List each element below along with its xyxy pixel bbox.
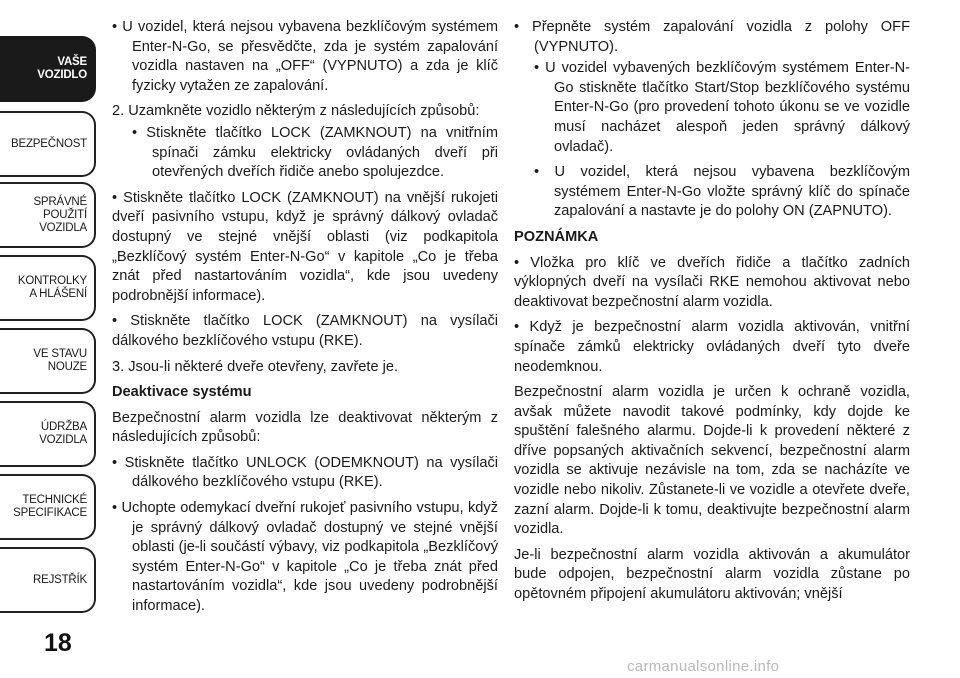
watermark: carmanualsonline.info — [627, 658, 780, 675]
paragraph: • Stiskněte tlačítko LOCK (ZAMKNOUT) na vnější rukojeti dveří pasivního vstupu, když je správný dálkový ovladač dostupný ve stejné vnější oblasti (viz podkapitola „Bezklíčový systém Enter-N-Go“ v kapitole „Co je třeba znát před nastartováním vozidla“, kde jsou uvedeny podrobnější informace). — [112, 189, 498, 304]
paragraph: Bezpečnostní alarm vozidla je určen k ochraně vozidla, avšak můžete navodit takové podmínky, kdy dojde ke spuštění falešného alarmu. Dojde-li k provedení některé z dříve popsaných aktivačních sekvencí, bezpečnostní alarm vozidla se aktivuje nezávisle na tom, zda se nacházíte ve vozidle nebo nikoliv. Zůstanete-li ve vozidle a otevřete dveře, zazní alarm. Dojde-li k tomu, deaktivujte bezpečnostní alarm vozidla. — [514, 384, 910, 538]
step-3: 3. Jsou-li některé dveře otevřeny, zavřete je. — [112, 358, 399, 375]
tab-spravne-pouziti-vozidla[interactable]: SPRÁVNÉ POUŽITÍ VOZIDLA — [0, 182, 96, 248]
right-column — [514, 18, 910, 611]
sub-bullet: • U vozidel, která nejsou vybavena bezklíčovým systémem Enter-N-Go vložte správný klíč do spínače zapalování a nastavte je do polohy ON (ZAPNUTO). — [534, 164, 910, 220]
paragraph: • Když je bezpečnostní alarm vozidla aktivován, vnitřní spínače zámků elektricky ovládaných dveří tyto dveře neodemknou. — [514, 319, 910, 375]
note-heading: POZNÁMKA — [514, 228, 599, 245]
tab-udrzba-vozidla[interactable]: ÚDRŽBA VOZIDLA — [0, 401, 96, 467]
tab-technicke-specifikace[interactable]: TECHNICKÉ SPECIFIKACE — [0, 474, 96, 540]
tab-bezpecnost[interactable]: BEZPEČNOST — [0, 111, 96, 177]
bullet: • Uchopte odemykací dveřní rukojeť pasivního vstupu, když je správný dálkový ovladač dostupný ve stejné vnější oblasti (je-li součástí výbavy, viz podkapitola „Bezklíčový systém Enter-N-Go“ v kapitole „Co je třeba znát před nastartováním vozidla“, kde jsou uvedeny podrobnější informace). — [112, 500, 498, 615]
page-number: 18 — [44, 629, 72, 657]
tab-rejstrik[interactable]: REJSTŘÍK — [0, 547, 96, 613]
left-column — [112, 18, 498, 623]
tab-kontrolky-a-hlaseni[interactable]: KONTROLKY A HLÁŠENÍ — [0, 255, 96, 321]
paragraph: Je-li bezpečnostní alarm vozidla aktivován a akumulátor bude odpojen, bezpečnostní alarm vozidla zůstane po opětovném připojení akumulátoru aktivován; vnější — [514, 546, 910, 603]
section-heading: Deaktivace systému — [112, 384, 252, 401]
tab-vase-vozidlo[interactable]: VAŠE VOZIDLO — [0, 36, 96, 102]
paragraph: • Stiskněte tlačítko LOCK (ZAMKNOUT) na vysílači dálkového bezklíčového vstupu (RKE). — [112, 313, 498, 349]
tab-ve-stavu-nouze[interactable]: VE STAVU NOUZE — [0, 328, 96, 394]
paragraph: • Vložka pro klíč ve dveřích řidiče a tlačítko zadních výklopných dveří na vysílači RKE nemohou aktivovat nebo deaktivovat bezpečnostní alarm vozidla. — [514, 254, 910, 310]
paragraph: Bezpečnostní alarm vozidla lze deaktivovat některým z následujících způsobů: — [112, 409, 498, 446]
chapter-sidebar — [0, 0, 104, 678]
bullet: • Přepněte systém zapalování vozidla z polohy OFF (VYPNUTO). — [514, 19, 910, 55]
sub-bullet: • U vozidel vybavených bezklíčovým systémem Enter-N-Go stiskněte tlačítko Start/Stop bezklíčového systému Enter-N-Go (pro provedení tohoto úkonu se ve vozidle musí nacházet alespoň jeden správný dálkový ovladač). — [534, 60, 910, 155]
paragraph: • U vozidel, která nejsou vybavena bezklíčovým systémem Enter-N-Go, se přesvědčte, zda je systém zapalování vozidla nastaven na „OFF“ (VYPNUTO) a zda je klíč fyzicky vytažen ze zapalování. — [112, 19, 498, 94]
bullet: • Stiskněte tlačítko UNLOCK (ODEMKNOUT) na vysílači dálkového bezklíčového vstupu (RKE). — [112, 454, 498, 491]
step-2: 2. Uzamkněte vozidlo některým z následujících způsobů: — [112, 103, 480, 120]
sub-bullet: • Stiskněte tlačítko LOCK (ZAMKNOUT) na vnitřním spínači zámku elektricky ovládaných dveří při otevřených dveřích řidiče anebo spolujezdce. — [132, 124, 498, 181]
